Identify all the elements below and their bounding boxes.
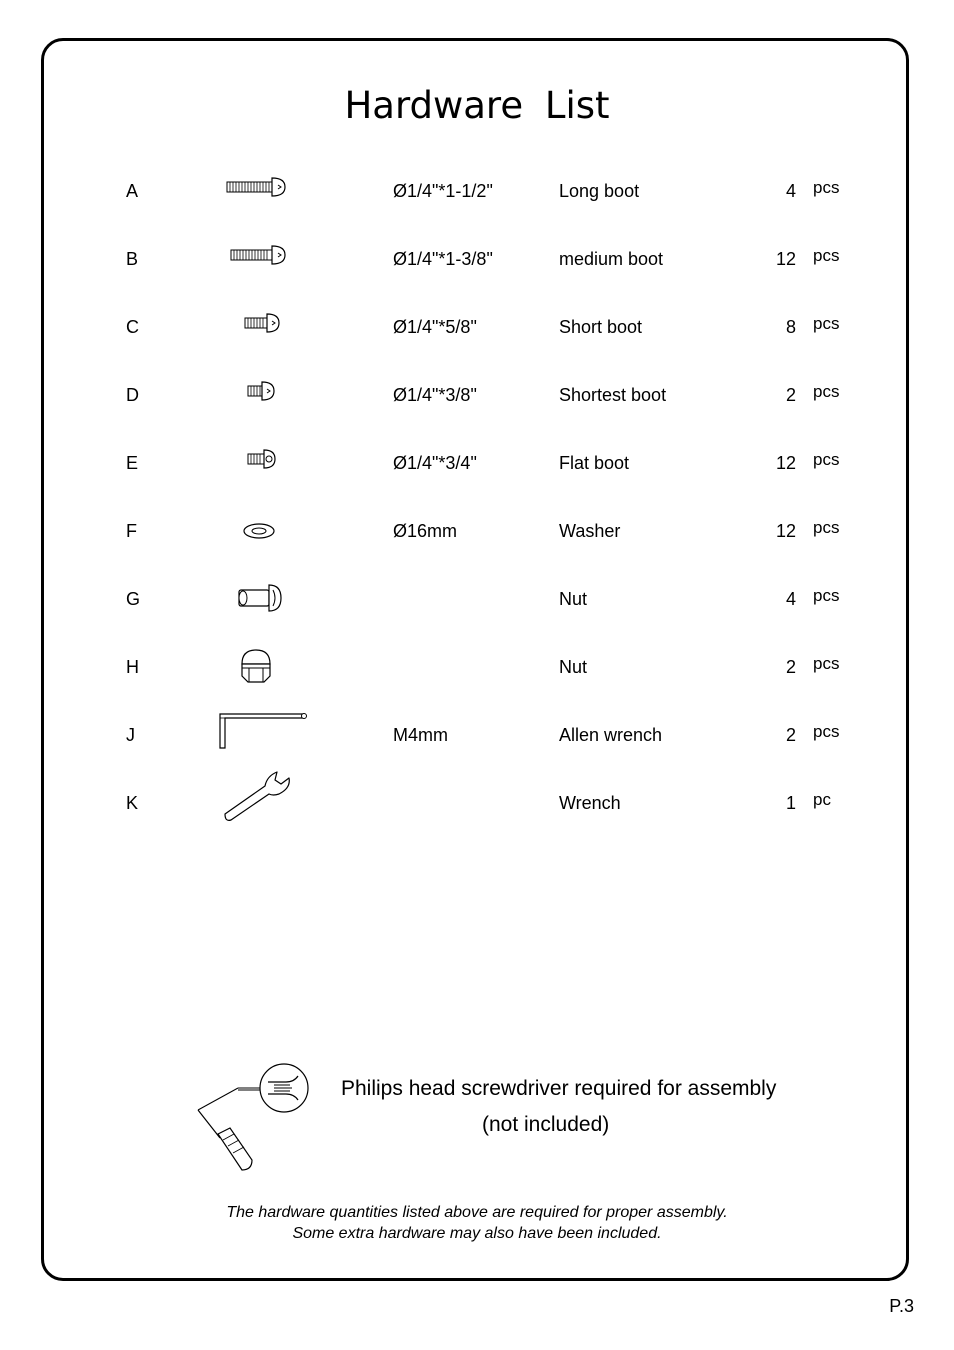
list-item (0, 444, 954, 484)
item-unit: pcs (813, 654, 840, 673)
item-quantity: 4 (785, 181, 796, 201)
item-letter: F (126, 521, 137, 541)
item-letter: K (126, 793, 139, 813)
allen-wrench-icon (205, 696, 315, 766)
item-quantity: 8 (785, 317, 796, 337)
list-item (0, 784, 954, 824)
item-letter: B (126, 249, 139, 269)
not-included-note: (not included) (482, 1113, 610, 1136)
long-bolt-icon (205, 152, 315, 222)
item-quantity: 4 (785, 589, 796, 609)
item-name: Short boot (559, 317, 643, 337)
barrel-nut-icon (205, 560, 315, 630)
item-name: medium boot (559, 249, 664, 269)
item-name: Allen wrench (559, 725, 663, 745)
disclaimer-line-2: Some extra hardware may also have been included. (292, 1225, 662, 1242)
item-name: Washer (559, 521, 621, 541)
list-item (0, 580, 954, 620)
item-letter: H (126, 657, 139, 677)
item-unit: pcs (813, 178, 840, 197)
item-quantity: 2 (785, 385, 796, 405)
item-spec: Ø16mm (393, 521, 458, 541)
item-name: Nut (559, 657, 588, 677)
item-unit: pcs (813, 518, 840, 537)
item-letter: D (126, 385, 139, 405)
item-name: Shortest boot (559, 385, 667, 405)
page-title: Hardware List (344, 84, 610, 127)
item-letter: G (126, 589, 141, 609)
list-item (0, 308, 954, 348)
item-letter: E (126, 453, 139, 473)
wrench-icon (205, 764, 315, 834)
list-item (0, 648, 954, 688)
item-spec: Ø1/4"*1-3/8" (393, 249, 493, 269)
item-quantity: 12 (775, 521, 796, 541)
washer-icon (205, 492, 315, 562)
item-unit: pcs (813, 382, 840, 401)
item-spec: Ø1/4"*5/8" (393, 317, 477, 337)
disclaimer-line-1: The hardware quantities listed above are required for proper assembly. (226, 1204, 728, 1221)
list-item (0, 512, 954, 552)
item-unit: pcs (813, 586, 840, 605)
item-name: Wrench (559, 793, 621, 813)
item-unit: pcs (813, 314, 840, 333)
item-quantity: 2 (785, 725, 796, 745)
item-quantity: 12 (775, 453, 796, 473)
item-unit: pcs (813, 450, 840, 469)
list-item (0, 716, 954, 756)
list-item (0, 240, 954, 280)
cap-nut-icon (205, 628, 315, 698)
item-unit: pc (813, 790, 831, 809)
short-bolt-icon (205, 288, 315, 358)
item-quantity: 2 (785, 657, 796, 677)
item-quantity: 12 (775, 249, 796, 269)
item-name: Nut (559, 589, 588, 609)
item-quantity: 1 (785, 793, 796, 813)
item-name: Flat boot (559, 453, 630, 473)
page-number: P.3 (889, 1296, 914, 1316)
item-letter: C (126, 317, 139, 337)
item-letter: J (126, 725, 135, 745)
list-item (0, 172, 954, 212)
item-unit: pcs (813, 246, 840, 265)
flat-bolt-icon (205, 424, 315, 494)
item-name: Long boot (559, 181, 640, 201)
screwdriver-icon (190, 1060, 320, 1175)
item-unit: pcs (813, 722, 840, 741)
screwdriver-note: Philips head screwdriver required for assembly (341, 1077, 777, 1100)
list-item (0, 376, 954, 416)
item-spec: Ø1/4"*3/4" (393, 453, 477, 473)
item-spec: Ø1/4"*1-1/2" (393, 181, 493, 201)
medium-bolt-icon (205, 220, 315, 290)
item-spec: Ø1/4"*3/8" (393, 385, 477, 405)
item-spec: M4mm (393, 725, 448, 745)
shortest-bolt-icon (205, 356, 315, 426)
item-letter: A (126, 181, 139, 201)
